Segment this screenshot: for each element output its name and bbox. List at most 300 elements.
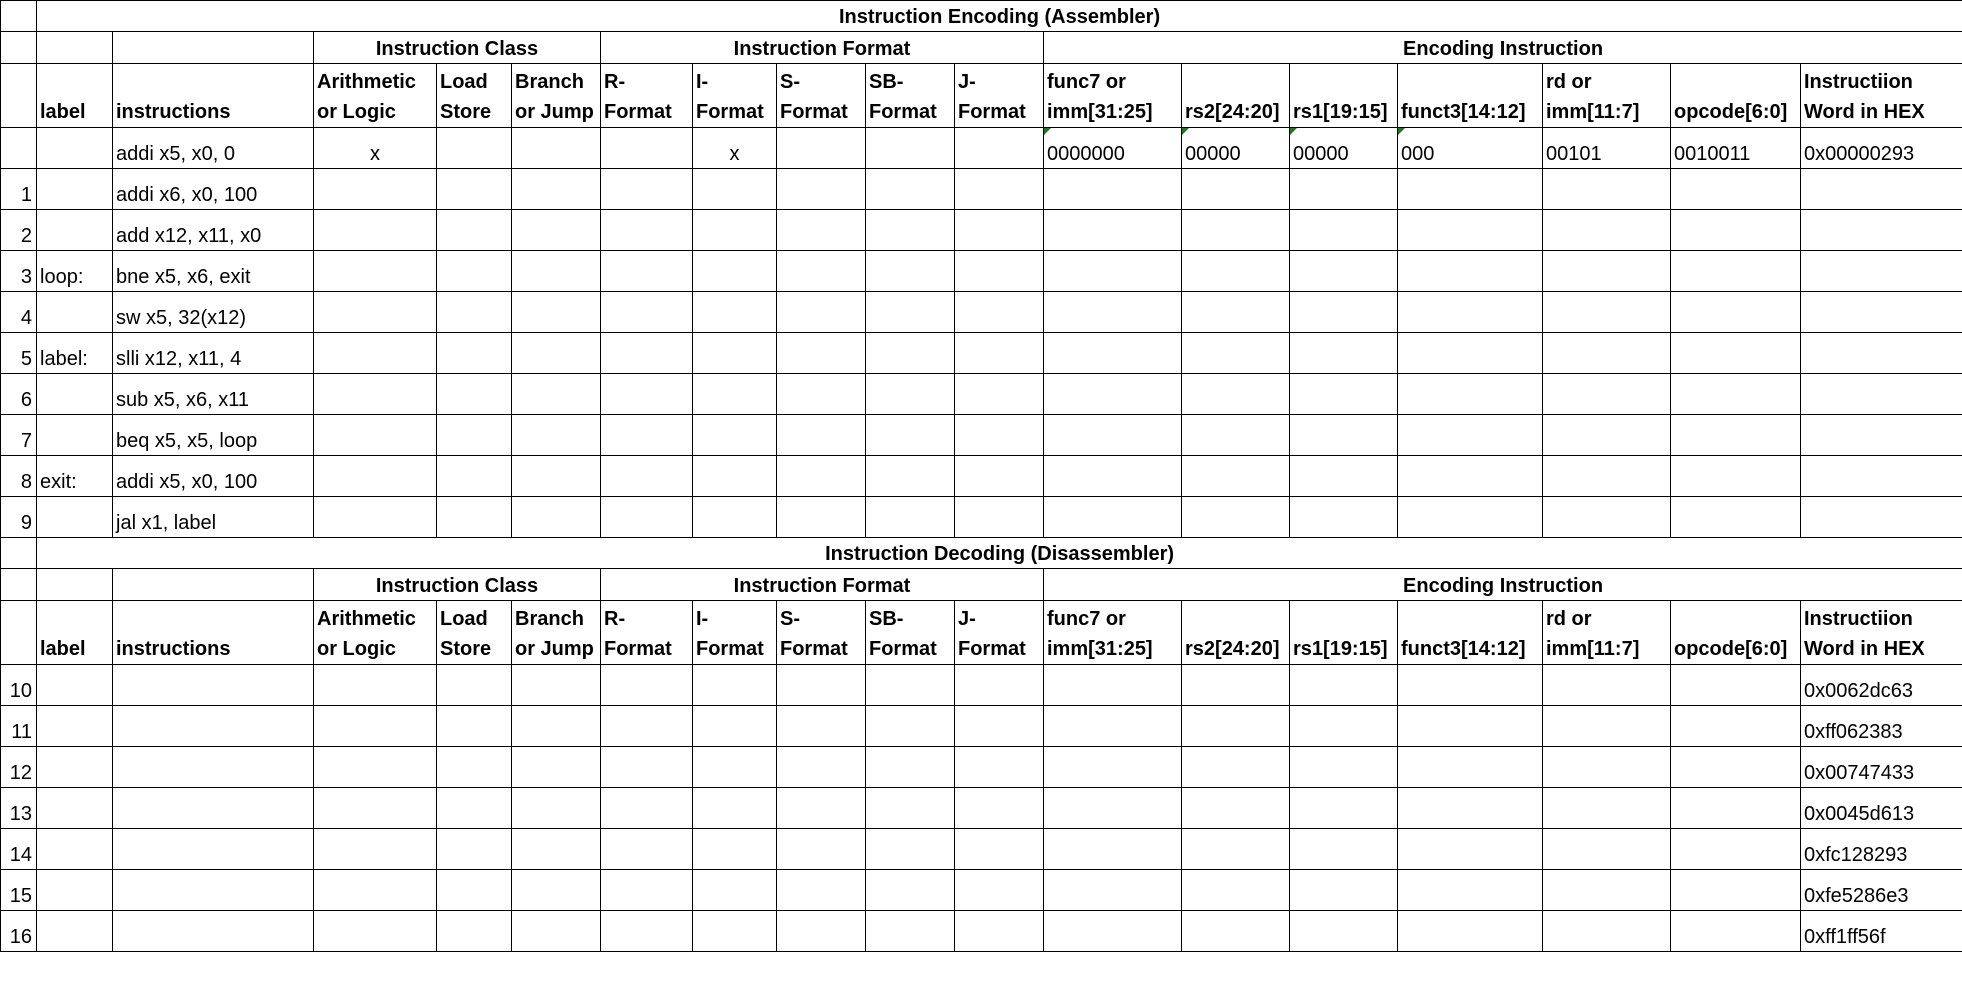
cell[interactable] [1671, 911, 1801, 952]
cell[interactable] [955, 706, 1044, 747]
cell[interactable] [866, 292, 955, 333]
row-number[interactable]: 12 [1, 747, 37, 788]
cell[interactable] [955, 665, 1044, 706]
cell[interactable] [1801, 333, 1962, 374]
cell[interactable] [1543, 415, 1671, 456]
cell[interactable] [1182, 210, 1290, 251]
cell[interactable] [955, 251, 1044, 292]
cell[interactable] [693, 829, 777, 870]
cell[interactable] [866, 747, 955, 788]
row-number[interactable]: 13 [1, 788, 37, 829]
cell[interactable] [693, 665, 777, 706]
cell[interactable] [1671, 870, 1801, 911]
cell[interactable] [1801, 292, 1962, 333]
cell[interactable] [1398, 788, 1543, 829]
cell[interactable] [1290, 665, 1398, 706]
cell[interactable] [437, 870, 512, 911]
cell[interactable] [314, 374, 437, 415]
row-number[interactable]: 11 [1, 706, 37, 747]
cell[interactable] [693, 706, 777, 747]
cell[interactable] [113, 747, 314, 788]
cell[interactable] [314, 169, 437, 210]
cell[interactable] [693, 456, 777, 497]
cell[interactable] [693, 251, 777, 292]
cell[interactable] [1290, 747, 1398, 788]
cell[interactable] [601, 829, 693, 870]
cell[interactable] [1182, 374, 1290, 415]
cell[interactable] [512, 497, 601, 538]
label-cell[interactable] [37, 497, 113, 538]
row-number[interactable]: 2 [1, 210, 37, 251]
cell[interactable] [955, 333, 1044, 374]
cell[interactable] [1543, 169, 1671, 210]
cell[interactable] [512, 210, 601, 251]
cell[interactable] [601, 374, 693, 415]
cell[interactable] [1543, 870, 1671, 911]
cell[interactable] [866, 870, 955, 911]
cell[interactable] [1398, 374, 1543, 415]
cell[interactable] [955, 456, 1044, 497]
cell[interactable] [693, 788, 777, 829]
cell[interactable] [866, 210, 955, 251]
cell[interactable] [113, 706, 314, 747]
row-number[interactable]: 6 [1, 374, 37, 415]
cell[interactable] [1290, 456, 1398, 497]
cell[interactable] [1671, 829, 1801, 870]
cell[interactable] [437, 415, 512, 456]
cell[interactable] [1290, 497, 1398, 538]
opcode-cell[interactable]: 0010011 [1671, 128, 1801, 169]
cell[interactable] [777, 706, 866, 747]
cell[interactable] [437, 210, 512, 251]
cell[interactable] [601, 788, 693, 829]
row-number[interactable]: 3 [1, 251, 37, 292]
cell[interactable] [1044, 169, 1182, 210]
row-number[interactable]: 8 [1, 456, 37, 497]
cell[interactable] [866, 169, 955, 210]
cell[interactable] [37, 829, 113, 870]
cell[interactable] [1543, 829, 1671, 870]
cell[interactable] [1671, 497, 1801, 538]
cell[interactable] [601, 333, 693, 374]
cell[interactable] [437, 788, 512, 829]
cell[interactable] [113, 788, 314, 829]
cell[interactable] [777, 333, 866, 374]
cell[interactable] [777, 497, 866, 538]
cell[interactable] [777, 415, 866, 456]
cell[interactable] [1671, 169, 1801, 210]
cell[interactable] [512, 292, 601, 333]
cell[interactable] [1, 32, 37, 64]
label-cell[interactable] [37, 374, 113, 415]
cell[interactable] [1290, 292, 1398, 333]
cell[interactable] [866, 456, 955, 497]
cell[interactable] [955, 210, 1044, 251]
row-number[interactable]: 14 [1, 829, 37, 870]
cell[interactable] [955, 374, 1044, 415]
cell[interactable] [866, 829, 955, 870]
cell[interactable] [437, 333, 512, 374]
cell[interactable] [1671, 665, 1801, 706]
cell[interactable] [1398, 706, 1543, 747]
cell[interactable] [1801, 374, 1962, 415]
cell[interactable] [314, 706, 437, 747]
cell[interactable] [314, 497, 437, 538]
cell[interactable] [314, 829, 437, 870]
cell[interactable] [693, 333, 777, 374]
cell[interactable] [1543, 210, 1671, 251]
cell[interactable] [1182, 870, 1290, 911]
cell[interactable] [113, 569, 314, 601]
label-cell[interactable] [37, 292, 113, 333]
cell[interactable] [512, 706, 601, 747]
cell[interactable] [437, 251, 512, 292]
cell[interactable] [1543, 292, 1671, 333]
label-cell[interactable]: exit: [37, 456, 113, 497]
arith-cell[interactable]: x [314, 128, 437, 169]
cell[interactable] [1671, 788, 1801, 829]
cell[interactable] [777, 292, 866, 333]
cell[interactable] [1290, 788, 1398, 829]
cell[interactable] [1182, 665, 1290, 706]
cell[interactable] [437, 128, 512, 169]
cell[interactable] [1044, 665, 1182, 706]
cell[interactable] [1044, 497, 1182, 538]
cell[interactable] [314, 911, 437, 952]
cell[interactable] [437, 292, 512, 333]
hex-cell[interactable]: 0xfe5286e3 [1801, 870, 1962, 911]
cell[interactable] [1182, 747, 1290, 788]
cell[interactable] [601, 128, 693, 169]
cell[interactable] [693, 210, 777, 251]
cell[interactable] [1182, 251, 1290, 292]
cell[interactable] [601, 706, 693, 747]
cell[interactable] [1290, 210, 1398, 251]
cell[interactable] [1398, 251, 1543, 292]
cell[interactable] [866, 128, 955, 169]
cell[interactable] [1671, 706, 1801, 747]
cell[interactable] [37, 32, 113, 64]
cell[interactable] [37, 747, 113, 788]
cell[interactable] [314, 665, 437, 706]
cell[interactable] [37, 706, 113, 747]
cell[interactable] [1671, 374, 1801, 415]
instruction-cell[interactable]: sub x5, x6, x11 [113, 374, 314, 415]
cell[interactable] [777, 788, 866, 829]
cell[interactable] [1671, 747, 1801, 788]
cell[interactable] [1044, 747, 1182, 788]
funct3-cell[interactable]: 000 [1398, 128, 1543, 169]
rs1-cell[interactable]: 00000 [1290, 128, 1398, 169]
cell[interactable] [1543, 456, 1671, 497]
cell[interactable] [601, 665, 693, 706]
cell[interactable] [437, 456, 512, 497]
cell[interactable] [512, 911, 601, 952]
cell[interactable] [113, 870, 314, 911]
cell[interactable] [601, 415, 693, 456]
cell[interactable] [1182, 456, 1290, 497]
cell[interactable] [693, 292, 777, 333]
row-number[interactable]: 5 [1, 333, 37, 374]
row-number[interactable]: 1 [1, 169, 37, 210]
row-number[interactable]: 10 [1, 665, 37, 706]
cell[interactable] [37, 569, 113, 601]
cell[interactable] [866, 788, 955, 829]
cell[interactable] [437, 747, 512, 788]
cell[interactable] [437, 829, 512, 870]
func7-cell[interactable]: 0000000 [1044, 128, 1182, 169]
row-number[interactable]: 4 [1, 292, 37, 333]
cell[interactable] [777, 128, 866, 169]
cell[interactable] [1044, 333, 1182, 374]
cell[interactable] [1290, 911, 1398, 952]
cell[interactable] [601, 747, 693, 788]
cell[interactable] [1290, 706, 1398, 747]
cell[interactable] [37, 665, 113, 706]
cell[interactable] [512, 128, 601, 169]
cell[interactable] [601, 870, 693, 911]
cell[interactable] [314, 251, 437, 292]
cell[interactable] [437, 911, 512, 952]
rd-cell[interactable]: 00101 [1543, 128, 1671, 169]
cell[interactable] [1044, 210, 1182, 251]
cell[interactable] [37, 911, 113, 952]
instruction-cell[interactable]: jal x1, label [113, 497, 314, 538]
cell[interactable] [777, 456, 866, 497]
cell[interactable] [1671, 333, 1801, 374]
cell[interactable] [955, 747, 1044, 788]
cell[interactable] [314, 333, 437, 374]
cell[interactable] [1543, 333, 1671, 374]
cell[interactable] [1044, 829, 1182, 870]
cell[interactable] [955, 128, 1044, 169]
cell[interactable] [777, 210, 866, 251]
cell[interactable] [955, 292, 1044, 333]
cell[interactable] [512, 829, 601, 870]
cell[interactable] [314, 870, 437, 911]
hex-cell[interactable]: 0xfc128293 [1801, 829, 1962, 870]
cell[interactable] [1398, 333, 1543, 374]
cell[interactable] [1182, 911, 1290, 952]
cell[interactable] [955, 911, 1044, 952]
cell[interactable] [777, 829, 866, 870]
cell[interactable] [1671, 456, 1801, 497]
cell[interactable] [1290, 374, 1398, 415]
cell[interactable] [1044, 415, 1182, 456]
cell[interactable] [601, 210, 693, 251]
cell[interactable] [777, 747, 866, 788]
cell[interactable] [1290, 829, 1398, 870]
cell[interactable] [37, 870, 113, 911]
cell[interactable] [1182, 333, 1290, 374]
cell[interactable] [955, 169, 1044, 210]
cell[interactable] [1182, 415, 1290, 456]
cell[interactable] [955, 415, 1044, 456]
cell[interactable] [1398, 415, 1543, 456]
cell[interactable] [314, 747, 437, 788]
cell[interactable] [1671, 415, 1801, 456]
cell[interactable] [1398, 456, 1543, 497]
cell[interactable] [1398, 169, 1543, 210]
cell[interactable] [866, 251, 955, 292]
cell[interactable] [512, 415, 601, 456]
cell[interactable] [1543, 911, 1671, 952]
cell[interactable] [693, 911, 777, 952]
cell[interactable] [1182, 829, 1290, 870]
cell[interactable] [1, 538, 37, 569]
cell[interactable] [601, 251, 693, 292]
cell[interactable] [1543, 706, 1671, 747]
cell[interactable] [866, 374, 955, 415]
hex-cell[interactable]: 0x00000293 [1801, 128, 1962, 169]
label-cell[interactable] [37, 415, 113, 456]
cell[interactable] [1801, 210, 1962, 251]
cell[interactable] [512, 665, 601, 706]
cell[interactable] [955, 870, 1044, 911]
cell[interactable] [314, 415, 437, 456]
cell[interactable] [955, 829, 1044, 870]
cell[interactable] [1290, 333, 1398, 374]
cell[interactable] [1044, 292, 1182, 333]
cell[interactable] [693, 870, 777, 911]
cell[interactable] [601, 292, 693, 333]
cell[interactable] [1543, 374, 1671, 415]
cell[interactable] [1398, 292, 1543, 333]
cell[interactable] [1671, 210, 1801, 251]
cell[interactable] [693, 374, 777, 415]
cell[interactable] [437, 665, 512, 706]
cell[interactable] [866, 497, 955, 538]
cell[interactable] [1398, 497, 1543, 538]
cell[interactable] [1, 64, 37, 128]
cell[interactable] [314, 210, 437, 251]
cell[interactable] [777, 374, 866, 415]
cell[interactable] [314, 292, 437, 333]
hex-cell[interactable]: 0x0062dc63 [1801, 665, 1962, 706]
instruction-cell[interactable]: bne x5, x6, exit [113, 251, 314, 292]
cell[interactable] [601, 456, 693, 497]
cell[interactable] [1398, 747, 1543, 788]
cell[interactable] [1, 128, 37, 169]
cell[interactable] [1801, 169, 1962, 210]
cell[interactable] [1801, 456, 1962, 497]
cell[interactable] [314, 456, 437, 497]
cell[interactable] [437, 169, 512, 210]
cell[interactable] [1, 569, 37, 601]
cell[interactable] [777, 169, 866, 210]
cell[interactable] [113, 829, 314, 870]
cell[interactable] [1182, 292, 1290, 333]
cell[interactable] [512, 788, 601, 829]
cell[interactable] [113, 911, 314, 952]
instruction-cell[interactable]: addi x6, x0, 100 [113, 169, 314, 210]
cell[interactable] [777, 251, 866, 292]
instruction-cell[interactable]: add x12, x11, x0 [113, 210, 314, 251]
instruction-cell[interactable]: addi x5, x0, 0 [113, 128, 314, 169]
cell[interactable] [437, 374, 512, 415]
cell[interactable] [512, 251, 601, 292]
cell[interactable] [1398, 911, 1543, 952]
cell[interactable] [512, 333, 601, 374]
cell[interactable] [1182, 788, 1290, 829]
cell[interactable] [693, 415, 777, 456]
cell[interactable] [601, 497, 693, 538]
cell[interactable] [777, 911, 866, 952]
cell[interactable] [1044, 706, 1182, 747]
cell[interactable] [1290, 169, 1398, 210]
hex-cell[interactable]: 0x0045d613 [1801, 788, 1962, 829]
cell[interactable] [1182, 169, 1290, 210]
cell[interactable] [866, 911, 955, 952]
hex-cell[interactable]: 0xff062383 [1801, 706, 1962, 747]
cell[interactable] [1182, 497, 1290, 538]
cell[interactable] [1290, 870, 1398, 911]
cell[interactable] [693, 169, 777, 210]
cell[interactable] [314, 788, 437, 829]
cell[interactable] [1398, 829, 1543, 870]
cell[interactable] [601, 169, 693, 210]
cell[interactable] [113, 32, 314, 64]
cell[interactable] [601, 911, 693, 952]
cell[interactable] [866, 665, 955, 706]
cell[interactable] [777, 665, 866, 706]
hex-cell[interactable]: 0x00747433 [1801, 747, 1962, 788]
cell[interactable] [955, 497, 1044, 538]
cell[interactable] [1044, 374, 1182, 415]
rs2-cell[interactable]: 00000 [1182, 128, 1290, 169]
cell[interactable] [693, 747, 777, 788]
cell[interactable] [1044, 788, 1182, 829]
cell[interactable] [866, 415, 955, 456]
label-cell[interactable]: loop: [37, 251, 113, 292]
cell[interactable] [1543, 788, 1671, 829]
row-number[interactable]: 7 [1, 415, 37, 456]
cell[interactable] [1543, 665, 1671, 706]
cell[interactable] [1671, 251, 1801, 292]
cell[interactable] [512, 169, 601, 210]
cell[interactable] [1182, 706, 1290, 747]
cell[interactable] [1801, 497, 1962, 538]
cell[interactable] [1044, 870, 1182, 911]
cell[interactable] [955, 788, 1044, 829]
cell[interactable] [37, 788, 113, 829]
instruction-cell[interactable]: beq x5, x5, loop [113, 415, 314, 456]
cell[interactable] [1, 1, 37, 32]
cell[interactable] [512, 456, 601, 497]
cell[interactable] [113, 665, 314, 706]
cell[interactable] [693, 497, 777, 538]
instruction-cell[interactable]: addi x5, x0, 100 [113, 456, 314, 497]
cell[interactable] [1290, 251, 1398, 292]
label-cell[interactable]: label: [37, 333, 113, 374]
cell[interactable] [1801, 251, 1962, 292]
instruction-cell[interactable]: sw x5, 32(x12) [113, 292, 314, 333]
cell[interactable] [1543, 747, 1671, 788]
row-number[interactable]: 15 [1, 870, 37, 911]
cell[interactable] [866, 706, 955, 747]
cell[interactable] [1543, 251, 1671, 292]
cell[interactable] [1044, 911, 1182, 952]
cell[interactable] [1398, 210, 1543, 251]
cell[interactable] [1044, 251, 1182, 292]
cell[interactable] [1671, 292, 1801, 333]
cell[interactable] [1398, 665, 1543, 706]
row-number[interactable]: 16 [1, 911, 37, 952]
cell[interactable] [437, 706, 512, 747]
cell[interactable] [1, 601, 37, 665]
hex-cell[interactable]: 0xff1ff56f [1801, 911, 1962, 952]
label-cell[interactable] [37, 210, 113, 251]
